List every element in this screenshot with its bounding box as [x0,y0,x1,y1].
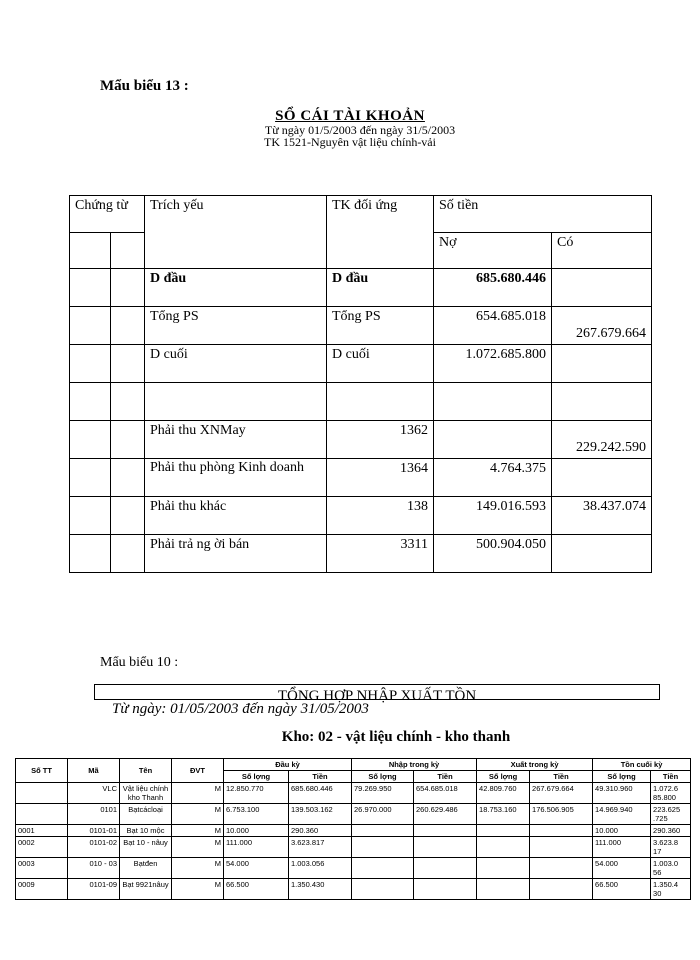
cell-debit: 654.685.018 [434,307,552,345]
cell-e-qty: 42.809.760 [477,783,530,804]
header-export: Xuất trong kỳ [477,759,593,771]
cell-c-amt: 1.350.4 30 [651,879,691,900]
cell-contra: 138 [327,497,434,535]
cell-i-qty: 26.970.000 [352,804,414,825]
summary-title: TỔNG HỢP NHẬP XUẤT TỒN [94,684,660,700]
cell-contra: D đầu [327,269,434,307]
cell-c-amt: 223.625 .725 [651,804,691,825]
table-row [16,804,691,825]
header-unit: ĐVT [172,759,224,783]
header-amount: Số tiền [434,196,652,233]
cell-code: 0101-09 [68,879,120,900]
cell-e-qty [477,837,530,858]
cell-code: 010 - 03 [68,858,120,879]
cell-summary: Phải thu khác [145,497,327,535]
cell-i-amt [414,837,477,858]
warehouse-title: Kho: 02 - vật liệu chính - kho thanh [281,729,511,745]
header-contra-account: TK đối ứng [327,196,434,269]
cell-contra [327,383,434,421]
ledger-table [69,195,652,573]
table-row [16,858,691,879]
cell-credit [552,383,652,421]
cell-summary: Phải thu phòng Kinh doanh [145,459,327,497]
ledger-account: TK 1521-Nguyên vật liệu chính-vải [264,135,436,149]
cell-e-qty [477,825,530,837]
table-row [16,825,691,837]
cell-stt [16,804,68,825]
cell-code: 0101-01 [68,825,120,837]
cell-i-amt: 654.685.018 [414,783,477,804]
cell-code: 0101 [68,804,120,825]
header-closing: Tồn cuối kỳ [593,759,691,771]
header-code: Mã [68,759,120,783]
cell-i-qty: 79.269.950 [352,783,414,804]
cell-e-amt [530,825,593,837]
cell-debit [434,421,552,459]
cell-c-qty: 10.000 [593,825,651,837]
cell-summary: D cuối [145,345,327,383]
cell-credit [552,459,652,497]
cell-stt: 0009 [16,879,68,900]
cell-i-qty [352,825,414,837]
cell-unit: M [172,837,224,858]
cell-e-amt: 176.506.905 [530,804,593,825]
cell-credit: 267.679.664 [552,307,652,345]
table-row [70,269,652,307]
cell-i-qty [352,858,414,879]
table-row [70,459,652,497]
table-row [70,307,652,345]
cell-o-qty: 10.000 [224,825,289,837]
cell-unit: M [172,825,224,837]
cell-code: VLC [68,783,120,804]
cell-debit [434,383,552,421]
cell-stt [16,783,68,804]
cell-code: 0101-02 [68,837,120,858]
cell-name: Bạtđen [120,858,172,879]
cell-unit: M [172,804,224,825]
form10-label: Mẩu biểu 10 : [100,655,179,670]
cell-o-qty: 6.753.100 [224,804,289,825]
cell-c-amt: 3.623.8 17 [651,837,691,858]
cell-credit [552,535,652,573]
cell-o-amt: 685.680.446 [289,783,352,804]
cell-contra: D cuối [327,345,434,383]
header-import: Nhập trong kỳ [352,759,477,771]
cell-i-amt: 260.629.486 [414,804,477,825]
table-row [70,497,652,535]
cell-i-amt [414,825,477,837]
header-qty: Số lợng [593,771,651,783]
cell-o-amt: 3.623.817 [289,837,352,858]
cell-c-qty: 66.500 [593,879,651,900]
cell-e-qty [477,858,530,879]
cell-e-amt [530,879,593,900]
cell-unit: M [172,879,224,900]
cell-i-amt [414,858,477,879]
cell-stt: 0002 [16,837,68,858]
form13-label: Mẩu biểu 13 : [100,78,189,94]
cell-contra: 1364 [327,459,434,497]
cell-o-qty: 12.850.770 [224,783,289,804]
header-voucher: Chứng từ [70,196,145,233]
cell-summary: D đầu [145,269,327,307]
cell-e-amt: 267.679.664 [530,783,593,804]
header-name: Tên [120,759,172,783]
cell-o-qty: 54.000 [224,858,289,879]
cell-i-qty [352,837,414,858]
cell-e-amt [530,837,593,858]
cell-credit [552,345,652,383]
cell-stt: 0001 [16,825,68,837]
ledger-title: SỔ CÁI TÀI KHOẢN [275,108,425,124]
cell-e-amt [530,858,593,879]
cell-i-qty [352,879,414,900]
ledger-date-range: Từ ngày 01/5/2003 đến ngày 31/5/2003 [264,123,456,137]
cell-summary [145,383,327,421]
cell-c-qty: 111.000 [593,837,651,858]
cell-e-qty [477,879,530,900]
summary-date-range: Từ ngày: 01/05/2003 đến ngày 31/05/2003 [112,701,369,717]
cell-name: Bạt 9921nâuy [120,879,172,900]
cell-debit: 4.764.375 [434,459,552,497]
header-qty: Số lợng [477,771,530,783]
cell-name: Bạt 10 mộc [120,825,172,837]
cell-name: Bạtcácloại [120,804,172,825]
cell-summary: Phải trả ng ời bán [145,535,327,573]
cell-o-amt: 1.003.056 [289,858,352,879]
cell-debit: 500.904.050 [434,535,552,573]
cell-unit: M [172,858,224,879]
cell-credit: 229.242.590 [552,421,652,459]
table-row [16,783,691,804]
cell-contra: 1362 [327,421,434,459]
table-row [70,535,652,573]
cell-debit: 1.072.685.800 [434,345,552,383]
cell-name: Vật liệu chính kho Thanh [120,783,172,804]
cell-summary: Phải thu XNMay [145,421,327,459]
header-debit: Nợ [434,233,552,269]
cell-c-amt: 1.072.6 85.800 [651,783,691,804]
header-opening: Đầu kỳ [224,759,352,771]
cell-c-qty: 14.969.940 [593,804,651,825]
cell-name: Bạt 10 - nâuy [120,837,172,858]
cell-o-amt: 290.360 [289,825,352,837]
header-money: Tiền [414,771,477,783]
cell-o-amt: 139.503.162 [289,804,352,825]
cell-credit: 38.437.074 [552,497,652,535]
cell-stt: 0003 [16,858,68,879]
table-row [70,421,652,459]
header-money: Tiền [651,771,691,783]
header-summary: Trích yếu [145,196,327,269]
header-qty: Số lợng [352,771,414,783]
cell-c-qty: 49.310.960 [593,783,651,804]
header-money: Tiền [289,771,352,783]
header-credit: Có [552,233,652,269]
cell-o-amt: 1.350.430 [289,879,352,900]
cell-c-amt: 1.003.0 56 [651,858,691,879]
table-row [16,879,691,900]
header-money: Tiền [530,771,593,783]
cell-contra: 3311 [327,535,434,573]
cell-c-qty: 54.000 [593,858,651,879]
cell-e-qty: 18.753.160 [477,804,530,825]
summary-table [15,758,691,900]
cell-debit: 149.016.593 [434,497,552,535]
cell-o-qty: 66.500 [224,879,289,900]
cell-contra: Tổng PS [327,307,434,345]
table-row [70,383,652,421]
cell-o-qty: 111.000 [224,837,289,858]
header-qty: Số lợng [224,771,289,783]
cell-debit: 685.680.446 [434,269,552,307]
cell-summary: Tổng PS [145,307,327,345]
table-row [16,837,691,858]
cell-unit: M [172,783,224,804]
cell-credit [552,269,652,307]
cell-c-amt: 290.360 [651,825,691,837]
header-stt: Số TT [16,759,68,783]
cell-i-amt [414,879,477,900]
table-row [70,345,652,383]
